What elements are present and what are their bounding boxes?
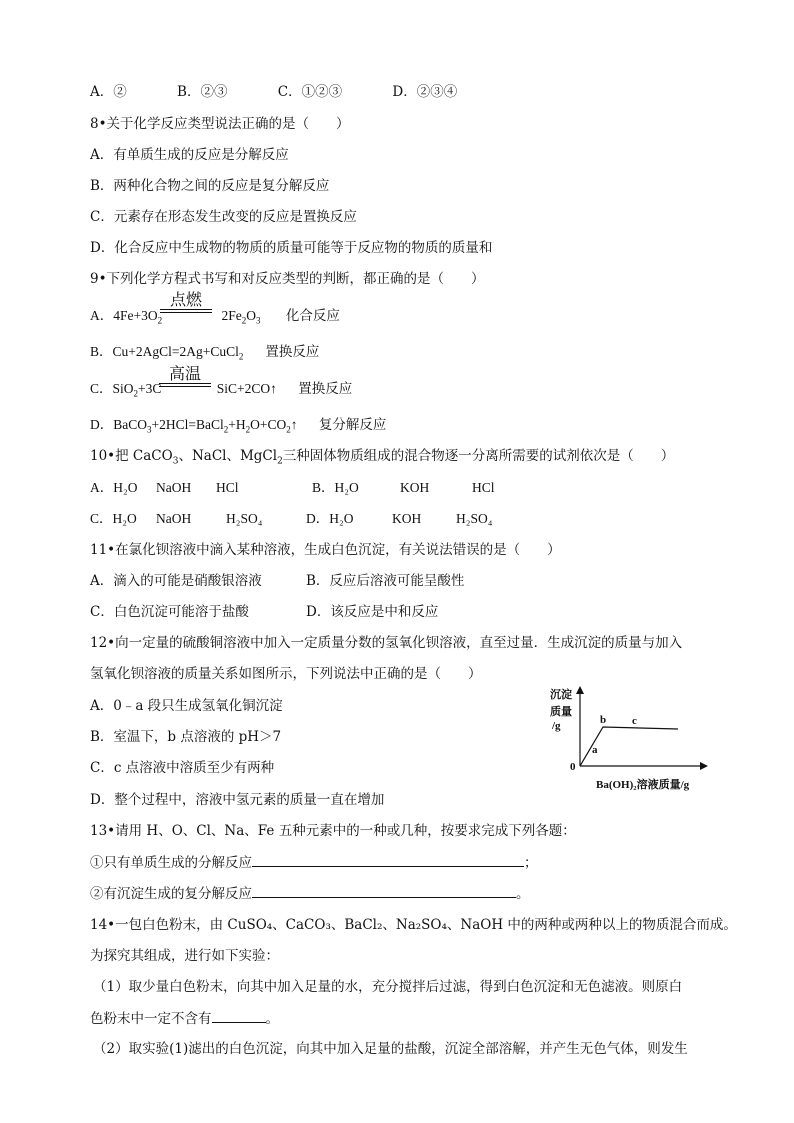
q10-options-cd: C．H₂O NaOH H₂SO₄ D．H₂O KOH H₂SO₄ xyxy=(90,511,493,526)
point-c-label: c xyxy=(632,715,637,727)
q12-option-d: D．整个过程中，溶液中氢元素的质量一直在增加 xyxy=(90,792,385,808)
q8-stem: 8•关于化学反应类型说法正确的是（ ） xyxy=(90,116,350,132)
q10-options-ab: A．H₂O NaOH HCl B．H₂O KOH HCl xyxy=(90,480,495,495)
q12-option-b: B．室温下，b 点溶液的 pH＞7 xyxy=(90,729,282,745)
q7-option-b: B．②③ xyxy=(177,84,228,100)
q7-option-a: A．② xyxy=(90,84,127,100)
q8-option-a: A．有单质生成的反应是分解反应 xyxy=(90,147,289,163)
q10-stem: 10•把 CaCO$_3$、NaCl、MgCl$_2$三种固体物质组成的混合物逐一分离所需要的试剂依次是（ ） xyxy=(90,448,675,467)
y-label-1: 沉淀 xyxy=(550,689,572,701)
q8-option-b: B．两种化合物之间的反应是复分解反应 xyxy=(90,178,330,194)
q14-stem-line1: 14•一包白色粉末，由 CuSO₄、CaCO₃、BaCl₂、Na₂SO₄、NaOH 中的两种或两种以上的物质混合而成。 xyxy=(90,917,737,933)
q9-c-type: 置换反应 xyxy=(298,381,353,397)
q12-option-a: A．0﹣a 段只生成氢氧化铜沉淀 xyxy=(90,698,283,714)
q9-stem: 9•下列化学方程式书写和对反应类型的判断，都正确的是（ ） xyxy=(90,271,485,287)
origin-label: 0 xyxy=(570,761,576,773)
q13-item2: ②有沉淀生成的复分解反应 。 xyxy=(90,883,530,904)
q12-stem-line1: 12•向一定量的硫酸铜溶液中加入一定质量分数的氢氧化钡溶液，直至过量．生成沉淀的质量与加入 xyxy=(90,635,683,651)
q14-part1-line1: （1）取少量白色粉末，向其中加入足量的水，充分搅拌后过滤，得到白色沉淀和无色滤液。则原白 xyxy=(93,979,683,995)
q9-option-c: C．SiO$_2$+3C SiC+2CO↑ 置换反应 xyxy=(90,381,353,399)
q12-option-c: C．c 点溶液中溶质至少有两种 xyxy=(90,760,275,776)
q9-option-b: B．Cu+2AgCl=2Ag+CuCl$_2$ 置换反应 xyxy=(90,344,320,362)
q7-option-d: D．②③④ xyxy=(392,84,458,100)
q11-options-ab: A．滴入的可能是硝酸银溶液 B．反应后溶液可能呈酸性 xyxy=(90,573,465,589)
q14-stem-line2: 为探究其组成，进行如下实验： xyxy=(90,948,279,964)
q9-c-condition: 高温 xyxy=(159,365,211,387)
q11-options-cd: C．白色沉淀可能溶于盐酸 D．该反应是中和反应 xyxy=(90,604,439,620)
q12-graph xyxy=(550,682,710,794)
q13-item1: ①只有单质生成的分解反应 ； xyxy=(90,852,538,873)
q11-stem: 11•在氯化钡溶液中滴入某种溶液，生成白色沉淀，有关说法错误的是（ ） xyxy=(90,542,561,558)
q13-stem: 13•请用 H、O、Cl、Na、Fe 五种元素中的一种或几种，按要求完成下列各题： xyxy=(90,823,576,839)
q14-part1-line2: 色粉末中一定不含有 。 xyxy=(90,1008,279,1029)
x-axis-arrow xyxy=(700,762,708,770)
q12-stem-line2: 氢氧化钡溶液的质量关系如图所示，下列说法中正确的是（ ） xyxy=(90,666,482,682)
q9-a-condition: 点燃 xyxy=(160,291,212,313)
q9-a-type: 化合反应 xyxy=(285,308,340,324)
y-label-3: /g xyxy=(552,720,561,732)
q8-option-c: C．元素存在形态发生改变的反应是置换反应 xyxy=(90,209,357,225)
q13-answer-blank-1[interactable] xyxy=(252,852,524,867)
q9-option-a: A．$4Fe+3O_2$ $2Fe_2O_3$ 化合反应 xyxy=(90,308,340,326)
x-label: Ba(OH)₂溶液质量/g xyxy=(596,779,690,791)
q14-part2-line1: （2）取实验(1)滤出的白色沉淀，向其中加入足量的盐酸，沉淀全部溶解，并产生无色气体，则发生 xyxy=(93,1041,688,1057)
q7-option-c: C．①②③ xyxy=(277,84,343,100)
point-a-label: a xyxy=(592,744,598,756)
y-axis-arrow xyxy=(576,686,584,694)
y-label-2: 质量 xyxy=(550,706,572,718)
q13-answer-blank-2[interactable] xyxy=(252,883,516,898)
q7-options xyxy=(90,82,457,102)
q8-option-d: D．化合反应中生成物的物质的质量可能等于反应物的物质的质量和 xyxy=(90,240,493,256)
q14-answer-blank-1[interactable] xyxy=(212,1008,266,1023)
q9-b-type: 置换反应 xyxy=(265,344,320,360)
point-b-label: b xyxy=(600,714,607,726)
q9-option-d: D．$BaCO_3+2HCl=BaCl_2+H_2O+CO_2↑$ 复分解反应 xyxy=(90,417,387,435)
q9-d-type: 复分解反应 xyxy=(318,417,387,433)
